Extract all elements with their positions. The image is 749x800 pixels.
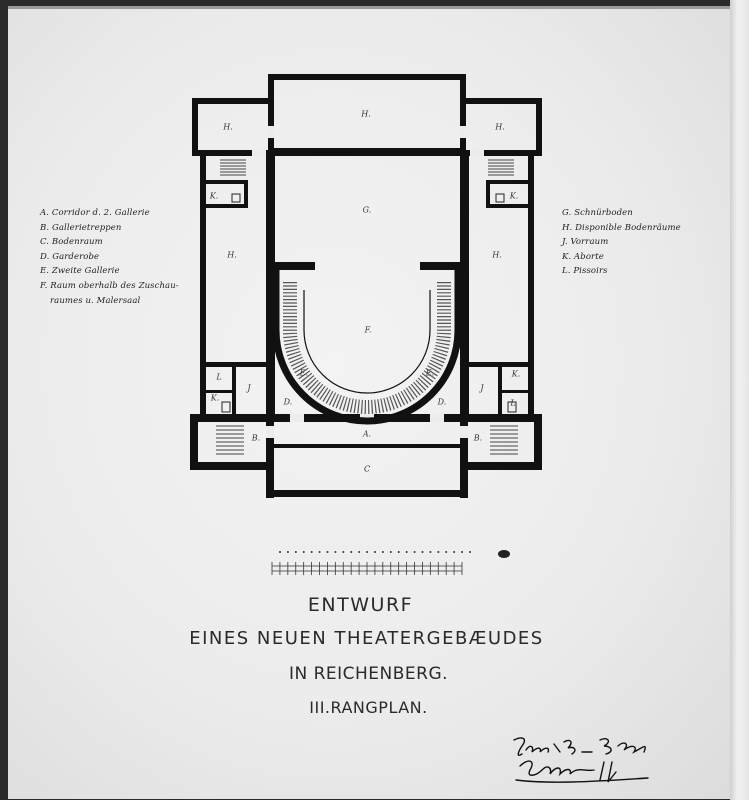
scale-mark [374, 551, 376, 553]
toilet-fixture-left [232, 194, 240, 202]
room-k-lower-left: K. [210, 393, 220, 403]
legend-item: C. Bodenraum [40, 237, 103, 248]
drawing-plan-name: III.RANGPLAN. [309, 698, 428, 717]
scale-mark [350, 551, 352, 553]
room-e-left: E. [299, 368, 309, 378]
legend-item: E. Zweite Gallerie [40, 266, 120, 277]
room-h-top-left: H. [223, 122, 233, 132]
scale-mark [414, 551, 416, 553]
scale-mark [358, 551, 360, 553]
scale-mark [398, 551, 400, 553]
room-h-top-center: H. [361, 109, 371, 119]
scale-mark [445, 551, 447, 553]
scale-mark [461, 551, 463, 553]
room-l-left: L [216, 372, 222, 382]
scale-mark [327, 551, 329, 553]
room-j-right: J [480, 383, 484, 393]
room-d-left: D. [283, 397, 293, 407]
scale-mark [342, 551, 344, 553]
room-h-left-wing: H. [227, 250, 237, 260]
scale-mark [453, 551, 455, 553]
legend-item: L. Pissoirs [562, 266, 608, 277]
seating-rail [304, 290, 430, 393]
room-a-corridor: A. [362, 429, 372, 439]
stair-bottom-left [216, 426, 244, 454]
wall-top-center [268, 74, 466, 80]
auditorium [276, 266, 458, 421]
room-b-left: B. [251, 433, 261, 443]
staircases [216, 160, 518, 454]
room-h-right-wing: H. [492, 250, 502, 260]
scale-mark [311, 551, 313, 553]
scale-mark [303, 551, 305, 553]
legend-item: J. Vorraum [562, 237, 609, 248]
seating-rows-outer [290, 282, 444, 407]
wall-bottom [266, 490, 468, 497]
toilet-fixture-right [496, 194, 504, 202]
legend-item: B. Gallerietreppen [40, 222, 122, 233]
legend-item: A. Corridor d. 2. Gallerie [40, 208, 150, 218]
room-k-right: K. [509, 191, 519, 201]
legend-item: G. Schnürboden [562, 208, 633, 218]
architect-signature [508, 732, 678, 788]
scale-mark [319, 551, 321, 553]
scale-marks [279, 551, 471, 553]
stair-top-right [488, 160, 514, 175]
scale-mark [334, 551, 336, 553]
scale-mark [382, 551, 384, 553]
room-e-right: E. [425, 368, 435, 378]
legend-item: D. Garderobe [40, 251, 100, 262]
scale-mark [422, 551, 424, 553]
scale-mark [287, 551, 289, 553]
stair-top-left [220, 160, 246, 175]
legend-item: H. Disponible Bodenräume [562, 222, 681, 233]
drawing-title: ENTWURF [307, 594, 414, 616]
room-f-auditorium: F. [364, 325, 372, 335]
scale-bar [272, 562, 462, 575]
scale-mark [429, 551, 431, 553]
legend-item: raumes u. Malersaal [50, 295, 141, 306]
scale-mark [437, 551, 439, 553]
drawing-location: IN REICHENBERG. [288, 664, 449, 684]
scale-mark [390, 551, 392, 553]
room-k-left: K. [209, 191, 219, 201]
legend-item: K. Aborte [562, 251, 604, 262]
room-c-bodenraum: C [363, 464, 371, 474]
legend-right [562, 206, 681, 279]
scale-mark [406, 551, 408, 553]
legend-left [40, 206, 179, 308]
room-j-left: J [247, 383, 251, 393]
room-k-lower-right: K. [511, 369, 521, 379]
scale-mark [279, 551, 281, 553]
stair-bottom-right [490, 426, 518, 454]
room-b-right: B. [473, 433, 483, 443]
drawing-subtitle: EINES NEUEN THEATERGEBÆUDES [189, 628, 544, 649]
room-l-right: L [510, 398, 516, 408]
room-h-top-right: H. [495, 122, 505, 132]
horseshoe-wall [276, 266, 458, 421]
scale-mark [469, 551, 471, 553]
legend-item: F. Raum oberhalb des Zuschau- [40, 280, 179, 291]
room-g-stage: G. [362, 205, 372, 215]
scale-mark [366, 551, 368, 553]
room-d-right: D. [437, 397, 447, 407]
scale-mark [295, 551, 297, 553]
ink-blot [498, 550, 510, 558]
